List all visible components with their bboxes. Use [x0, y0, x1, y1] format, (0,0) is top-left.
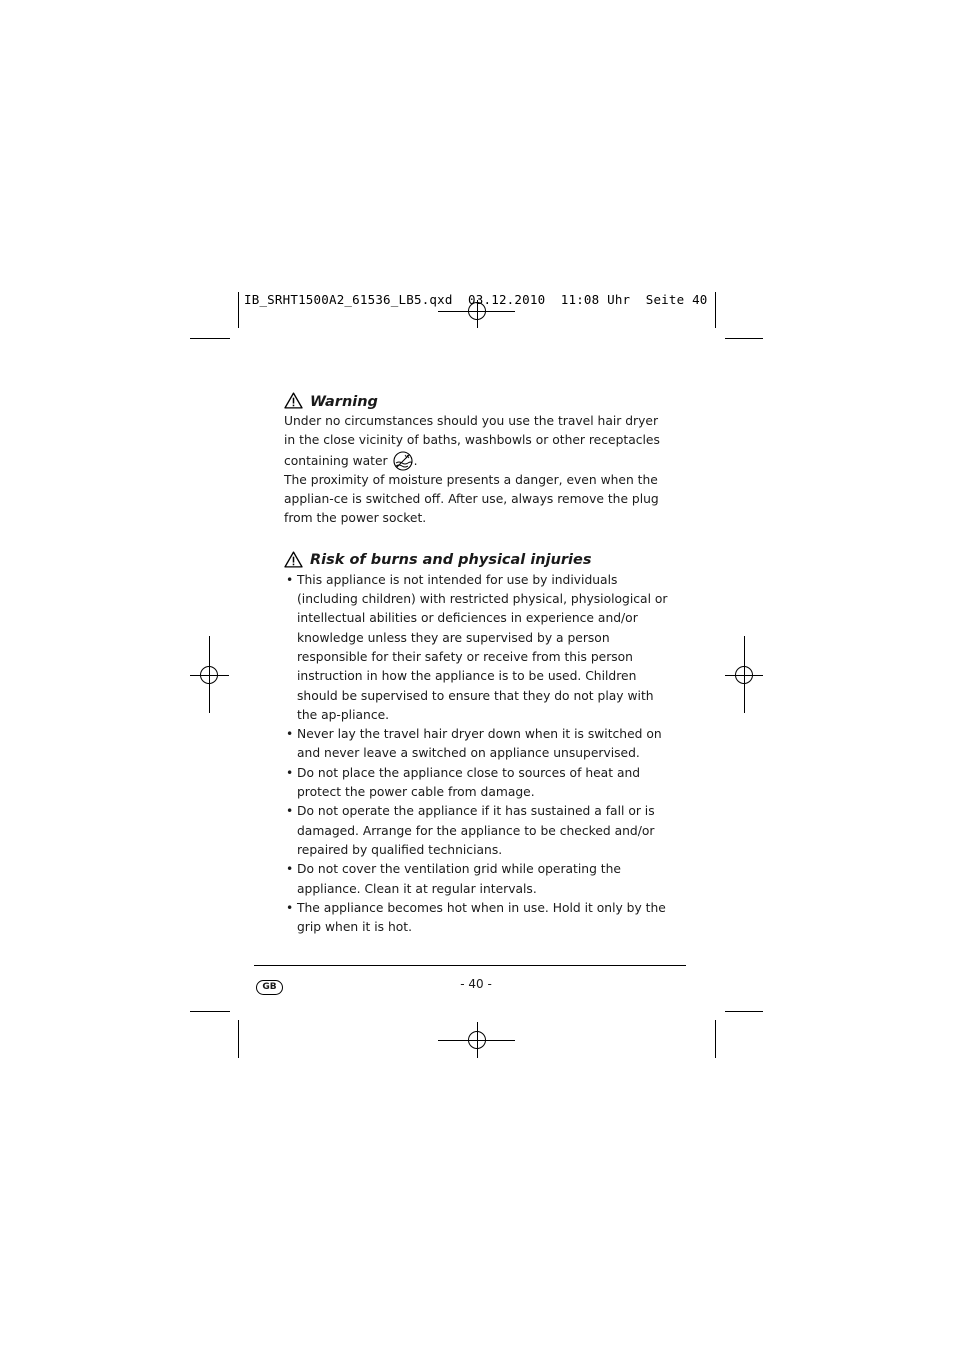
list-item: • The appliance becomes hot when in use. Hold it only by the grip when it is hot. — [284, 899, 668, 938]
burns-bullet-list — [284, 571, 668, 938]
list-item: • Do not cover the ventilation grid while operating the appliance. Clean it at regular intervals. — [284, 860, 668, 899]
list-item: • Do not place the appliance close to sources of heat and protect the power cable from damage. — [284, 764, 668, 803]
burns-heading — [284, 545, 668, 571]
footer-divider — [254, 965, 686, 966]
print-slug: IB_SRHT1500A2_61536_LB5.qxd 03.12.2010 11:08 Uhr Seite 40 — [244, 292, 708, 307]
list-item: • Do not operate the appliance if it has sustained a fall or is damaged. Arrange for the appliance to be checked and/or repaired by qualified technicians. — [284, 802, 668, 860]
warning-section — [284, 386, 668, 529]
page-number: - 40 - — [460, 977, 492, 991]
burns-section — [284, 545, 668, 938]
burns-title: Risk of burns and physical injuries — [310, 552, 592, 569]
language-badge: GB — [256, 980, 283, 995]
warning-paragraph-2: The proximity of moisture presents a danger, even when the applian-ce is switched off. After use, always remove the plug from the power socket. — [284, 472, 659, 526]
no-water-icon — [392, 451, 414, 471]
manual-content — [284, 386, 668, 937]
list-item: • This appliance is not intended for use by individuals (including children) with restricted physical, physiological or intellectual abilities or deficiences in experience and/or knowledge unless they are supervised by a person responsible for their safety or receive from this person instruction in how the appliance is to be used. Children should be supervised to ensure that they do not play with the ap-pliance. — [284, 571, 668, 725]
list-item: • Never lay the travel hair dryer down when it is switched on and never leave a switched on appliance unsupervised. — [284, 725, 668, 764]
warning-triangle-icon — [284, 392, 303, 409]
warning-title: Warning — [310, 393, 378, 410]
warning-paragraph-1: Under no circumstances should you use the travel hair dryer in the close vicinity of baths, washbowls or other receptacles containing water . — [284, 412, 668, 471]
warning-triangle-icon — [284, 551, 303, 568]
warning-heading — [284, 386, 668, 412]
